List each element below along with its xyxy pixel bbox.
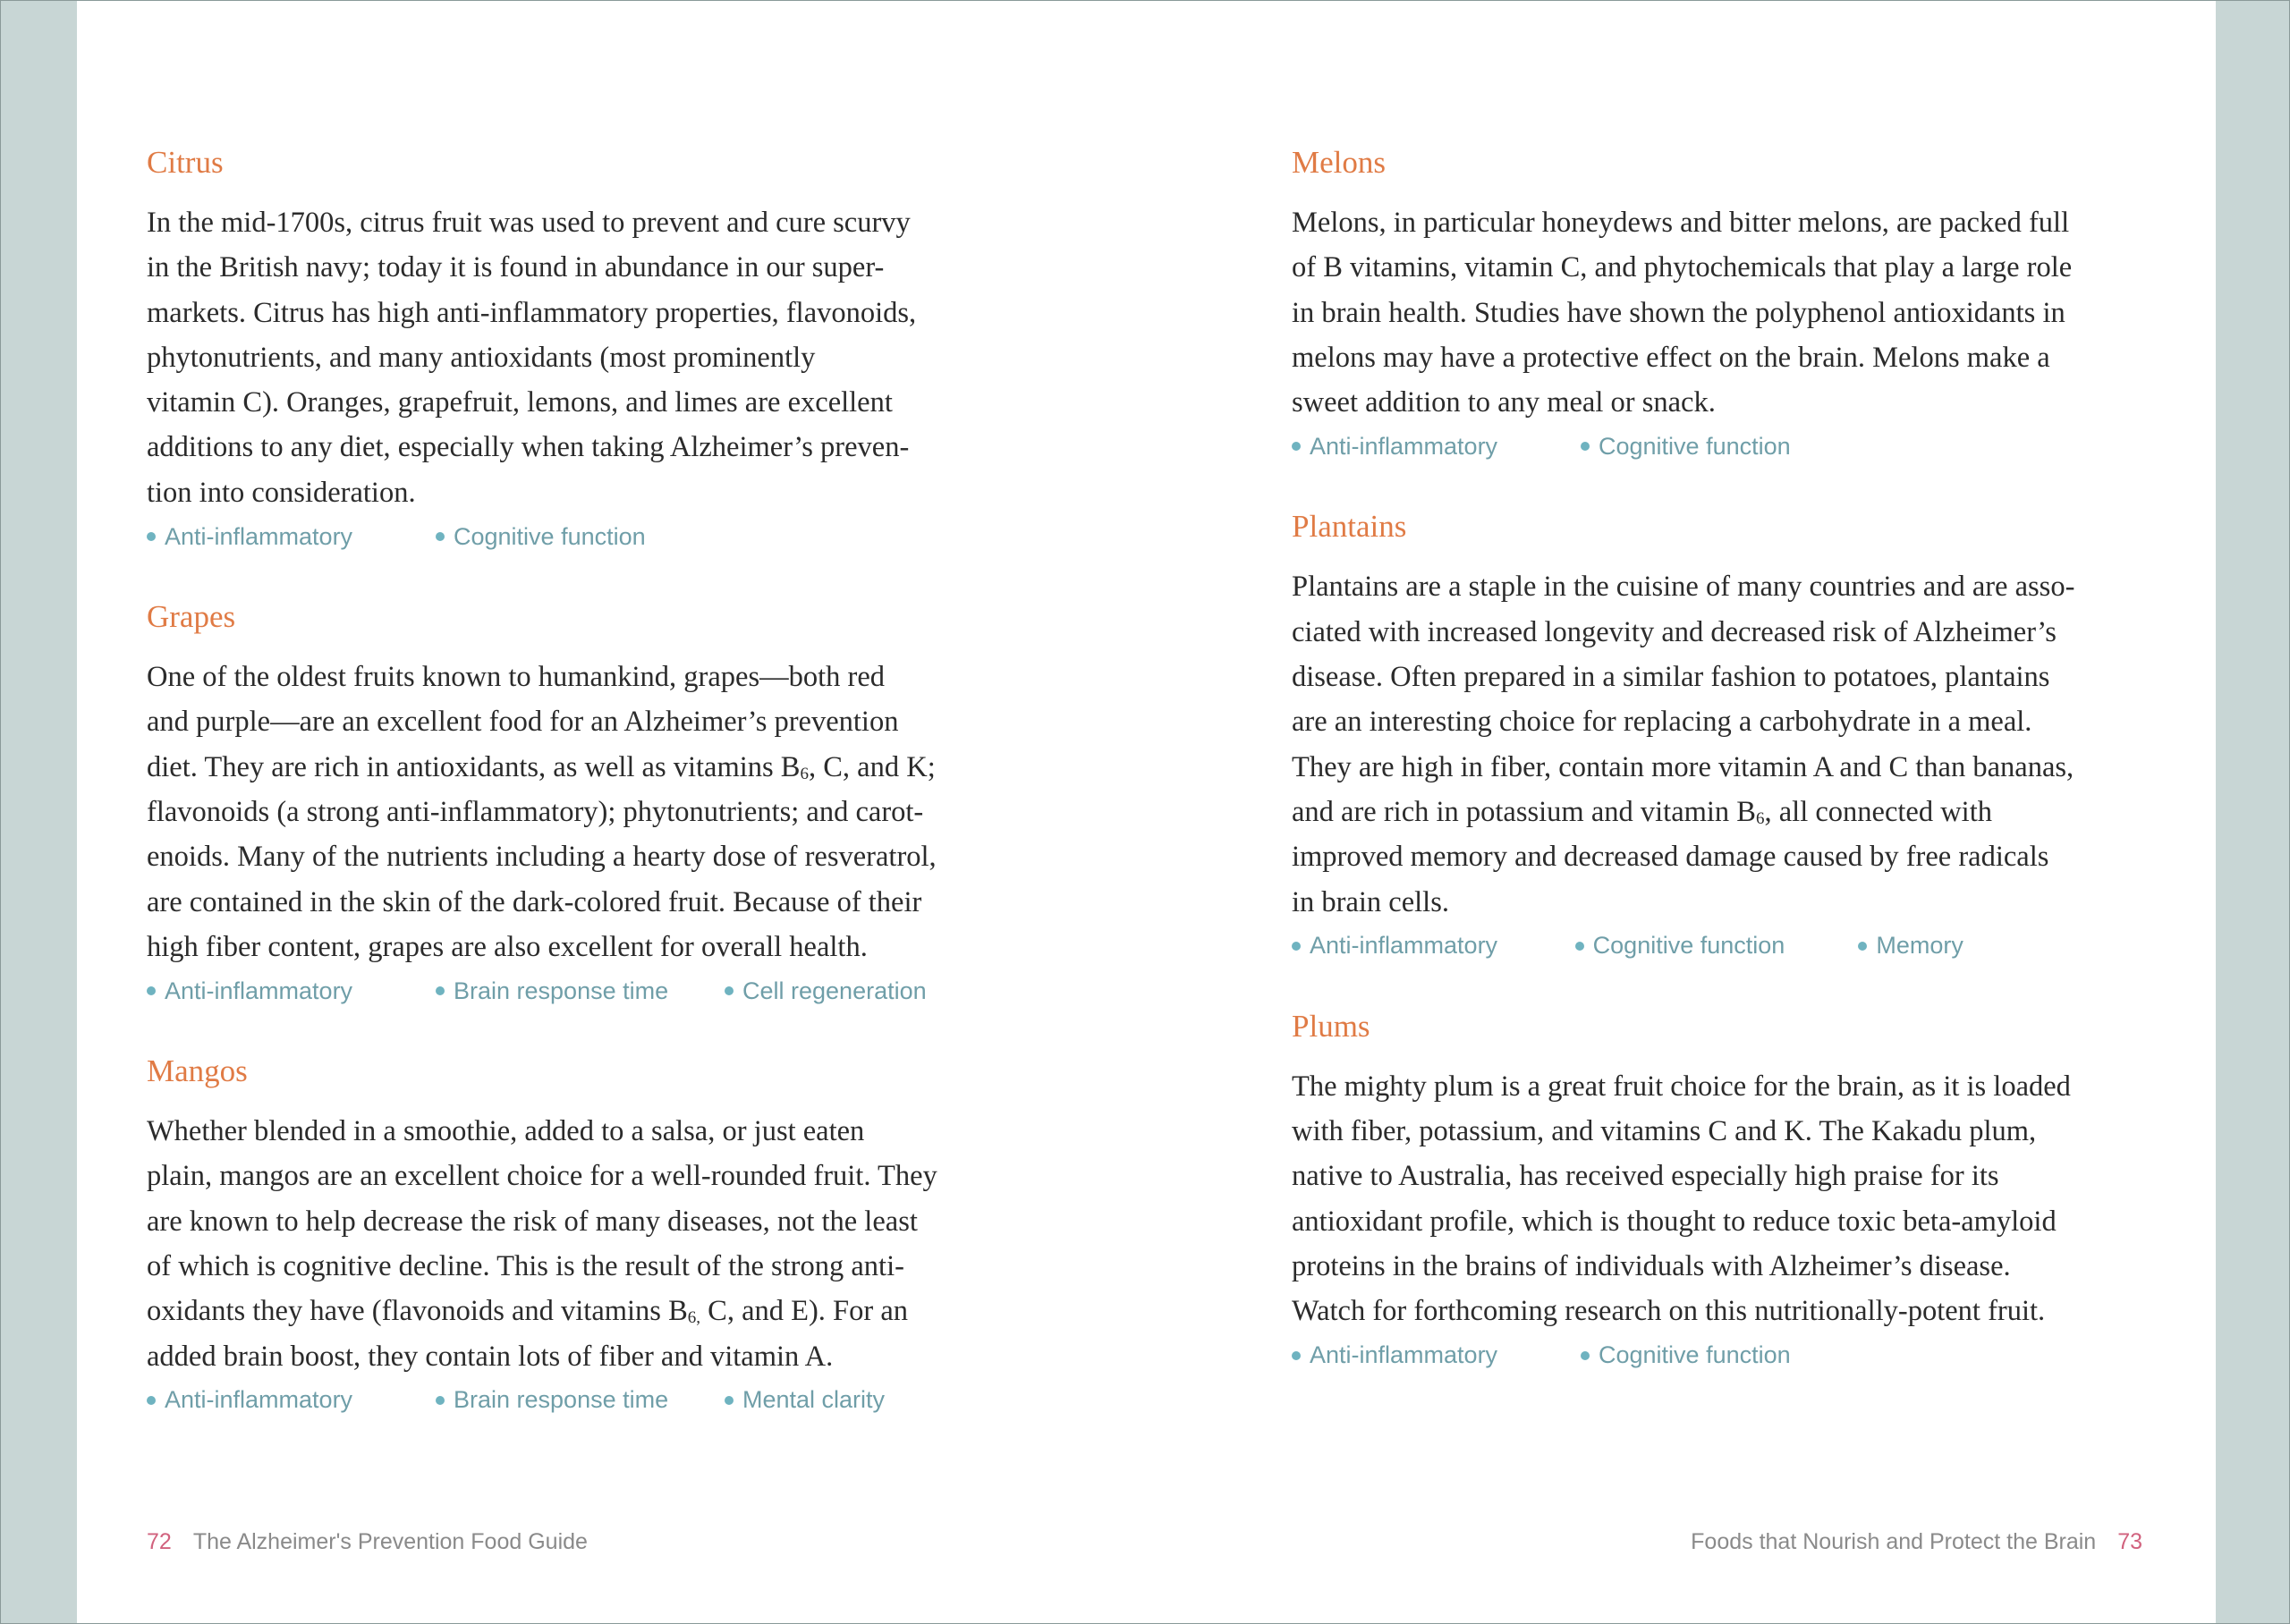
text-run: The mighty plum is a great fruit choice for the brain, as it is loaded <box>1292 1070 2071 1103</box>
text-line <box>1292 245 2142 290</box>
text-line <box>1292 200 2142 245</box>
text-run: are an interesting choice for replacing a carbohydrate in a meal. <box>1292 706 2032 739</box>
bullet-icon <box>147 986 156 995</box>
text-run: improved memory and decreased damage caused by free radicals <box>1292 841 2049 874</box>
benefit-tags <box>147 517 1014 556</box>
text-run: phytonutrients, and many antioxidants (most prominently <box>147 341 816 374</box>
left-margin-band <box>0 0 77 1624</box>
fruit-entry-citrus <box>147 141 1014 556</box>
benefit-tag-label: Cell regeneration <box>742 977 927 1004</box>
fruit-heading: Mangos <box>147 1053 248 1089</box>
benefit-tag-brain-response-time <box>436 1386 725 1414</box>
bullet-icon <box>1858 942 1867 951</box>
benefit-tags <box>1292 1336 2142 1375</box>
benefit-tags <box>147 971 1014 1011</box>
text-run: diet. They are rich in antioxidants, as well as vitamins B <box>147 750 801 783</box>
fruit-description <box>147 1109 1014 1379</box>
benefit-tag-anti-inflammatory <box>147 523 436 551</box>
text-run: added brain boost, they contain lots of fiber and vitamin A. <box>147 1340 834 1373</box>
benefit-tag-cognitive-function <box>1581 1341 1870 1369</box>
benefit-tag-cognitive-function <box>1575 932 1859 960</box>
benefit-tag-label: Anti-inflammatory <box>1310 432 1498 460</box>
left-page-column <box>147 141 1014 1459</box>
text-line <box>147 655 1014 699</box>
left-page-footer <box>147 1526 588 1558</box>
benefit-tag-anti-inflammatory <box>147 977 436 1005</box>
text-run: in brain health. Studies have shown the polyphenol antioxidants in <box>1292 296 2065 329</box>
fruit-heading: Plantains <box>1292 509 1407 545</box>
running-title: Foods that Nourish and Protect the Brain <box>1691 1529 2097 1554</box>
text-run: C, and E). For an <box>700 1295 908 1328</box>
fruit-heading: Melons <box>1292 145 1386 180</box>
text-run: Plantains are a staple in the cuisine of many countries and are asso- <box>1292 571 2075 604</box>
text-line <box>147 1244 1014 1289</box>
text-run: of which is cognitive decline. This is the result of the strong anti- <box>147 1250 904 1283</box>
text-run: with fiber, potassium, and vitamins C and K. The Kakadu plum, <box>1292 1115 2037 1148</box>
subscript: 6, <box>687 1308 701 1328</box>
text-run: plain, mangos are an excellent choice for a well-rounded fruit. They <box>147 1160 937 1193</box>
text-line <box>1292 1064 2142 1109</box>
text-line <box>1292 834 2142 879</box>
text-run: melons may have a protective effect on the brain. Melons make a <box>1292 341 2050 374</box>
benefit-tag-label: Mental clarity <box>742 1386 886 1414</box>
bullet-icon <box>725 1396 734 1405</box>
text-run: vitamin C). Oranges, grapefruit, lemons, and limes are excellent <box>147 386 893 419</box>
bullet-icon <box>1581 1351 1590 1360</box>
text-run: sweet addition to any meal or snack. <box>1292 386 1716 419</box>
text-line <box>147 245 1014 290</box>
text-line <box>1292 335 2142 380</box>
text-line <box>147 834 1014 879</box>
subscript: 6 <box>1755 808 1765 828</box>
text-run: Watch for forthcoming research on this nutritionally-potent fruit. <box>1292 1295 2046 1328</box>
text-run: , C, and K; <box>809 750 936 783</box>
fruit-entry-plantains <box>1292 505 2142 965</box>
text-run: , all connected with <box>1764 795 1992 828</box>
text-run: In the mid-1700s, citrus fruit was used to prevent and cure scurvy <box>147 207 911 239</box>
fruit-heading: Citrus <box>147 145 224 180</box>
bullet-icon <box>725 986 734 995</box>
text-run: additions to any diet, especially when taking Alzheimer’s preven- <box>147 431 910 464</box>
benefit-tag-label: Anti-inflammatory <box>165 1386 353 1414</box>
text-run: Whether blended in a smoothie, added to a salsa, or just eaten <box>147 1115 865 1148</box>
bullet-icon <box>1292 1351 1301 1360</box>
text-line <box>147 880 1014 925</box>
benefit-tag-label: Memory <box>1876 932 1963 960</box>
benefit-tag-cognitive-function <box>1581 433 1870 461</box>
text-line <box>1292 790 2142 834</box>
text-line <box>1292 380 2142 425</box>
text-run: in brain cells. <box>1292 885 1449 918</box>
fruit-description <box>1292 564 2142 924</box>
benefit-tag-label: Anti-inflammatory <box>1310 1341 1498 1369</box>
text-line <box>147 1289 1014 1333</box>
text-run: and are rich in potassium and vitamin B <box>1292 795 1756 828</box>
benefit-tag-anti-inflammatory <box>1292 1341 1581 1369</box>
benefit-tag-label: Cognitive function <box>1599 432 1791 460</box>
benefit-tag-label: Brain response time <box>454 1386 669 1414</box>
bullet-icon <box>147 1396 156 1405</box>
text-run: They are high in fiber, contain more vitamin A and C than bananas, <box>1292 750 2074 783</box>
text-line <box>147 1199 1014 1244</box>
text-line <box>1292 880 2142 925</box>
running-title: The Alzheimer's Prevention Food Guide <box>192 1529 588 1554</box>
benefit-tag-cell-regeneration <box>725 977 1014 1005</box>
benefit-tag-anti-inflammatory <box>1292 932 1575 960</box>
benefit-tag-anti-inflammatory <box>1292 433 1581 461</box>
text-line <box>1292 291 2142 335</box>
text-run: oxidants they have (flavonoids and vitamins B <box>147 1295 688 1328</box>
benefit-tag-label: Cognitive function <box>1599 1341 1791 1369</box>
text-line <box>147 291 1014 335</box>
text-line <box>147 745 1014 790</box>
text-line <box>147 335 1014 380</box>
text-line <box>1292 610 2142 655</box>
page-number: 73 <box>2117 1529 2142 1554</box>
bullet-icon <box>147 532 156 541</box>
benefit-tags <box>1292 427 2142 466</box>
text-line <box>147 1154 1014 1198</box>
fruit-description <box>147 655 1014 969</box>
benefit-tag-label: Anti-inflammatory <box>165 522 353 550</box>
page-number: 72 <box>147 1529 172 1554</box>
text-line <box>147 1109 1014 1154</box>
text-run: disease. Often prepared in a similar fashion to potatoes, plantains <box>1292 661 2050 694</box>
text-line <box>1292 655 2142 699</box>
benefit-tags <box>147 1381 1014 1420</box>
bullet-icon <box>436 532 445 541</box>
text-line <box>147 790 1014 834</box>
text-line <box>1292 745 2142 790</box>
bullet-icon <box>1575 942 1584 951</box>
text-line <box>147 925 1014 969</box>
benefit-tag-label: Anti-inflammatory <box>1310 932 1498 960</box>
text-line <box>1292 1154 2142 1198</box>
text-line <box>1292 564 2142 609</box>
fruit-entry-plums <box>1292 1005 2142 1375</box>
benefit-tag-mental-clarity <box>725 1386 1014 1414</box>
text-line <box>147 380 1014 425</box>
bullet-icon <box>1292 942 1301 951</box>
text-line <box>147 699 1014 744</box>
fruit-heading: Grapes <box>147 599 236 635</box>
bullet-icon <box>1292 442 1301 451</box>
benefit-tag-cognitive-function <box>436 523 725 551</box>
fruit-description <box>1292 1064 2142 1334</box>
text-run: flavonoids (a strong anti-inflammatory); phytonutrients; and carot- <box>147 795 924 828</box>
text-run: enoids. Many of the nutrients including a hearty dose of resveratrol, <box>147 841 937 874</box>
right-page-column <box>1292 141 2142 1415</box>
fruit-description <box>1292 200 2142 425</box>
text-run: Melons, in particular honeydews and bitter melons, are packed full <box>1292 207 2070 239</box>
text-run: tion into consideration. <box>147 476 416 509</box>
text-run: high fiber content, grapes are also excellent for overall health. <box>147 930 868 963</box>
benefit-tag-anti-inflammatory <box>147 1386 436 1414</box>
bullet-icon <box>1581 442 1590 451</box>
text-line <box>147 470 1014 515</box>
fruit-heading: Plums <box>1292 1008 1370 1044</box>
text-line <box>147 1334 1014 1379</box>
fruit-description <box>147 200 1014 515</box>
text-line <box>147 425 1014 469</box>
text-line <box>1292 1244 2142 1289</box>
right-page-footer <box>1691 1526 2142 1558</box>
text-run: proteins in the brains of individuals with Alzheimer’s disease. <box>1292 1250 2011 1283</box>
text-run: One of the oldest fruits known to humankind, grapes—both red <box>147 661 885 694</box>
text-run: native to Australia, has received especially high praise for its <box>1292 1160 1999 1193</box>
fruit-entry-melons <box>1292 141 2142 466</box>
fruit-entry-mangos <box>147 1050 1014 1420</box>
text-line <box>1292 1289 2142 1333</box>
benefit-tag-label: Brain response time <box>454 977 669 1004</box>
text-run: and purple—are an excellent food for an Alzheimer’s prevention <box>147 706 899 739</box>
benefit-tag-memory <box>1858 932 2142 960</box>
text-line <box>147 200 1014 245</box>
bullet-icon <box>436 1396 445 1405</box>
text-line <box>1292 1199 2142 1244</box>
bullet-icon <box>436 986 445 995</box>
benefit-tag-label: Cognitive function <box>1592 932 1785 960</box>
benefit-tag-brain-response-time <box>436 977 725 1005</box>
benefit-tag-label: Anti-inflammatory <box>165 977 353 1004</box>
text-line <box>1292 699 2142 744</box>
text-run: in the British navy; today it is found in abundance in our super- <box>147 251 885 284</box>
text-run: are known to help decrease the risk of many diseases, not the least <box>147 1205 918 1238</box>
text-run: antioxidant profile, which is thought to reduce toxic beta-amyloid <box>1292 1205 2057 1238</box>
text-run: markets. Citrus has high anti-inflammatory properties, flavonoids, <box>147 296 917 329</box>
benefit-tags <box>1292 926 2142 966</box>
text-run: are contained in the skin of the dark-colored fruit. Because of their <box>147 885 922 918</box>
right-margin-band <box>2216 0 2290 1624</box>
text-line <box>1292 1109 2142 1154</box>
benefit-tag-label: Cognitive function <box>454 522 646 550</box>
subscript: 6 <box>800 764 809 783</box>
text-run: ciated with increased longevity and decreased risk of Alzheimer’s <box>1292 615 2057 648</box>
text-run: of B vitamins, vitamin C, and phytochemicals that play a large role <box>1292 251 2073 284</box>
fruit-entry-grapes <box>147 596 1014 1011</box>
